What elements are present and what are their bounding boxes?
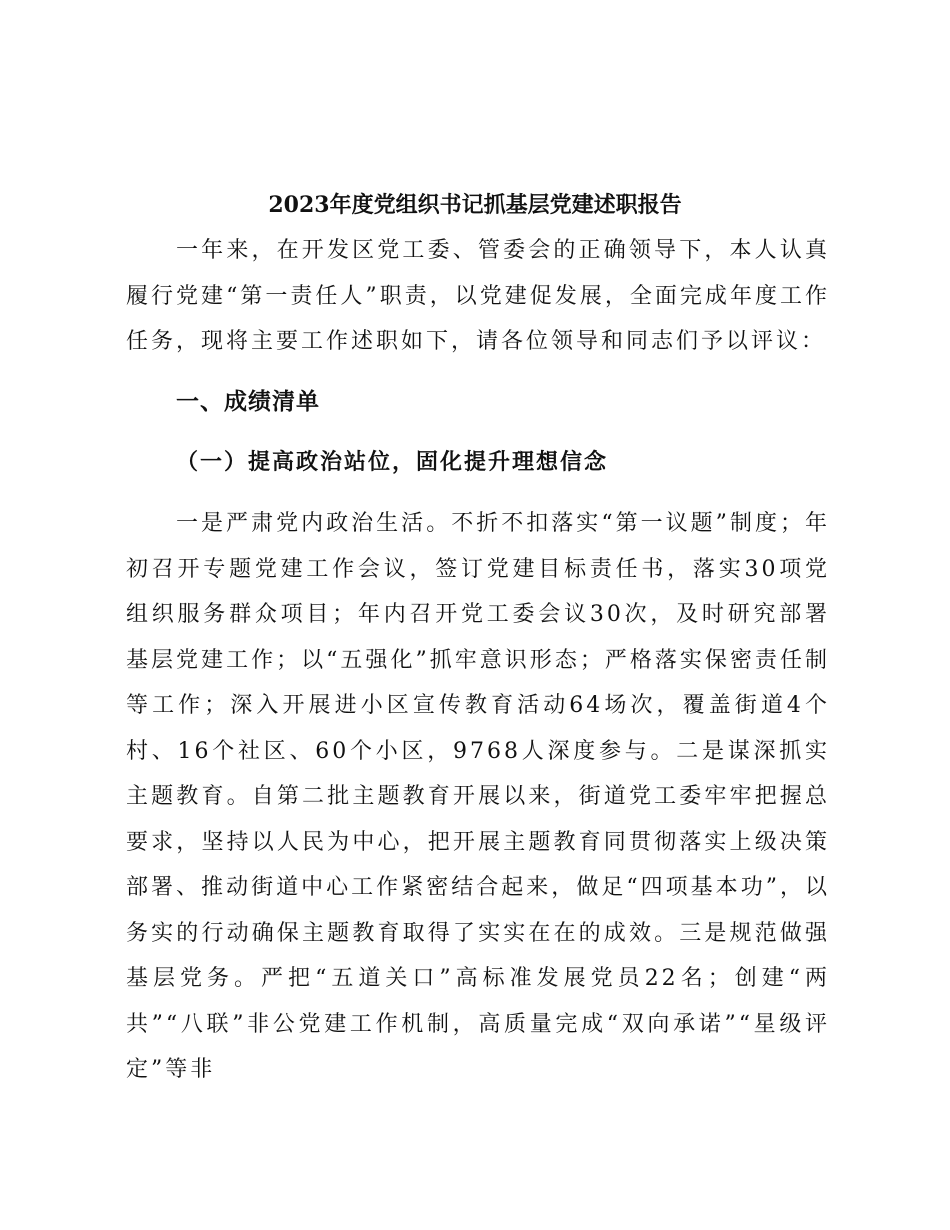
document-title: 2023年度党组织书记抓基层党建述职报告 xyxy=(268,191,682,218)
section-heading: 一、成绩清单 xyxy=(176,389,320,415)
intro-paragraph: 一年来，在开发区党工委、管委会的正确领导下，本人认真履行党建“第一责任人”职责，以党建促发展，全面完成年度工作任务，现将主要工作述职如下，请各位领导和同志们予以评议： xyxy=(126,238,830,354)
body-paragraph: 一是严肃党内政治生活。不折不扣落实“第一议题”制度；年初召开专题党建工作会议，签订党建目标责任书，落实30项党组织服务群众项目；年内召开党工委会议30次，及时研究部署基层党建工作；以“五强化”抓牢意识形态；严格落实保密责任制等工作；深入开展进小区宣传教育活动64场次，覆盖街道4个村、16个社区、60个小区，9768人深度参与。二是谋深抓实主题教育。自第二批主题教育开展以来，街道党工委牢牢把握总要求，坚持以人民为中心，把开展主题教育同贯彻落实上级决策部署、推动街道中心工作紧密结合起来，做足“四项基本功”，以务实的行动确保主题教育取得了实实在在的成效。三是规范做强基层党务。严把“五道关口”高标准发展党员22名；创建“两共”“八联”非公党建工作机制，高质量完成“双向承诺”“星级评定”等非 xyxy=(126,511,830,1082)
subsection-heading: （一）提高政治站位，固化提升理想信念 xyxy=(176,449,609,475)
